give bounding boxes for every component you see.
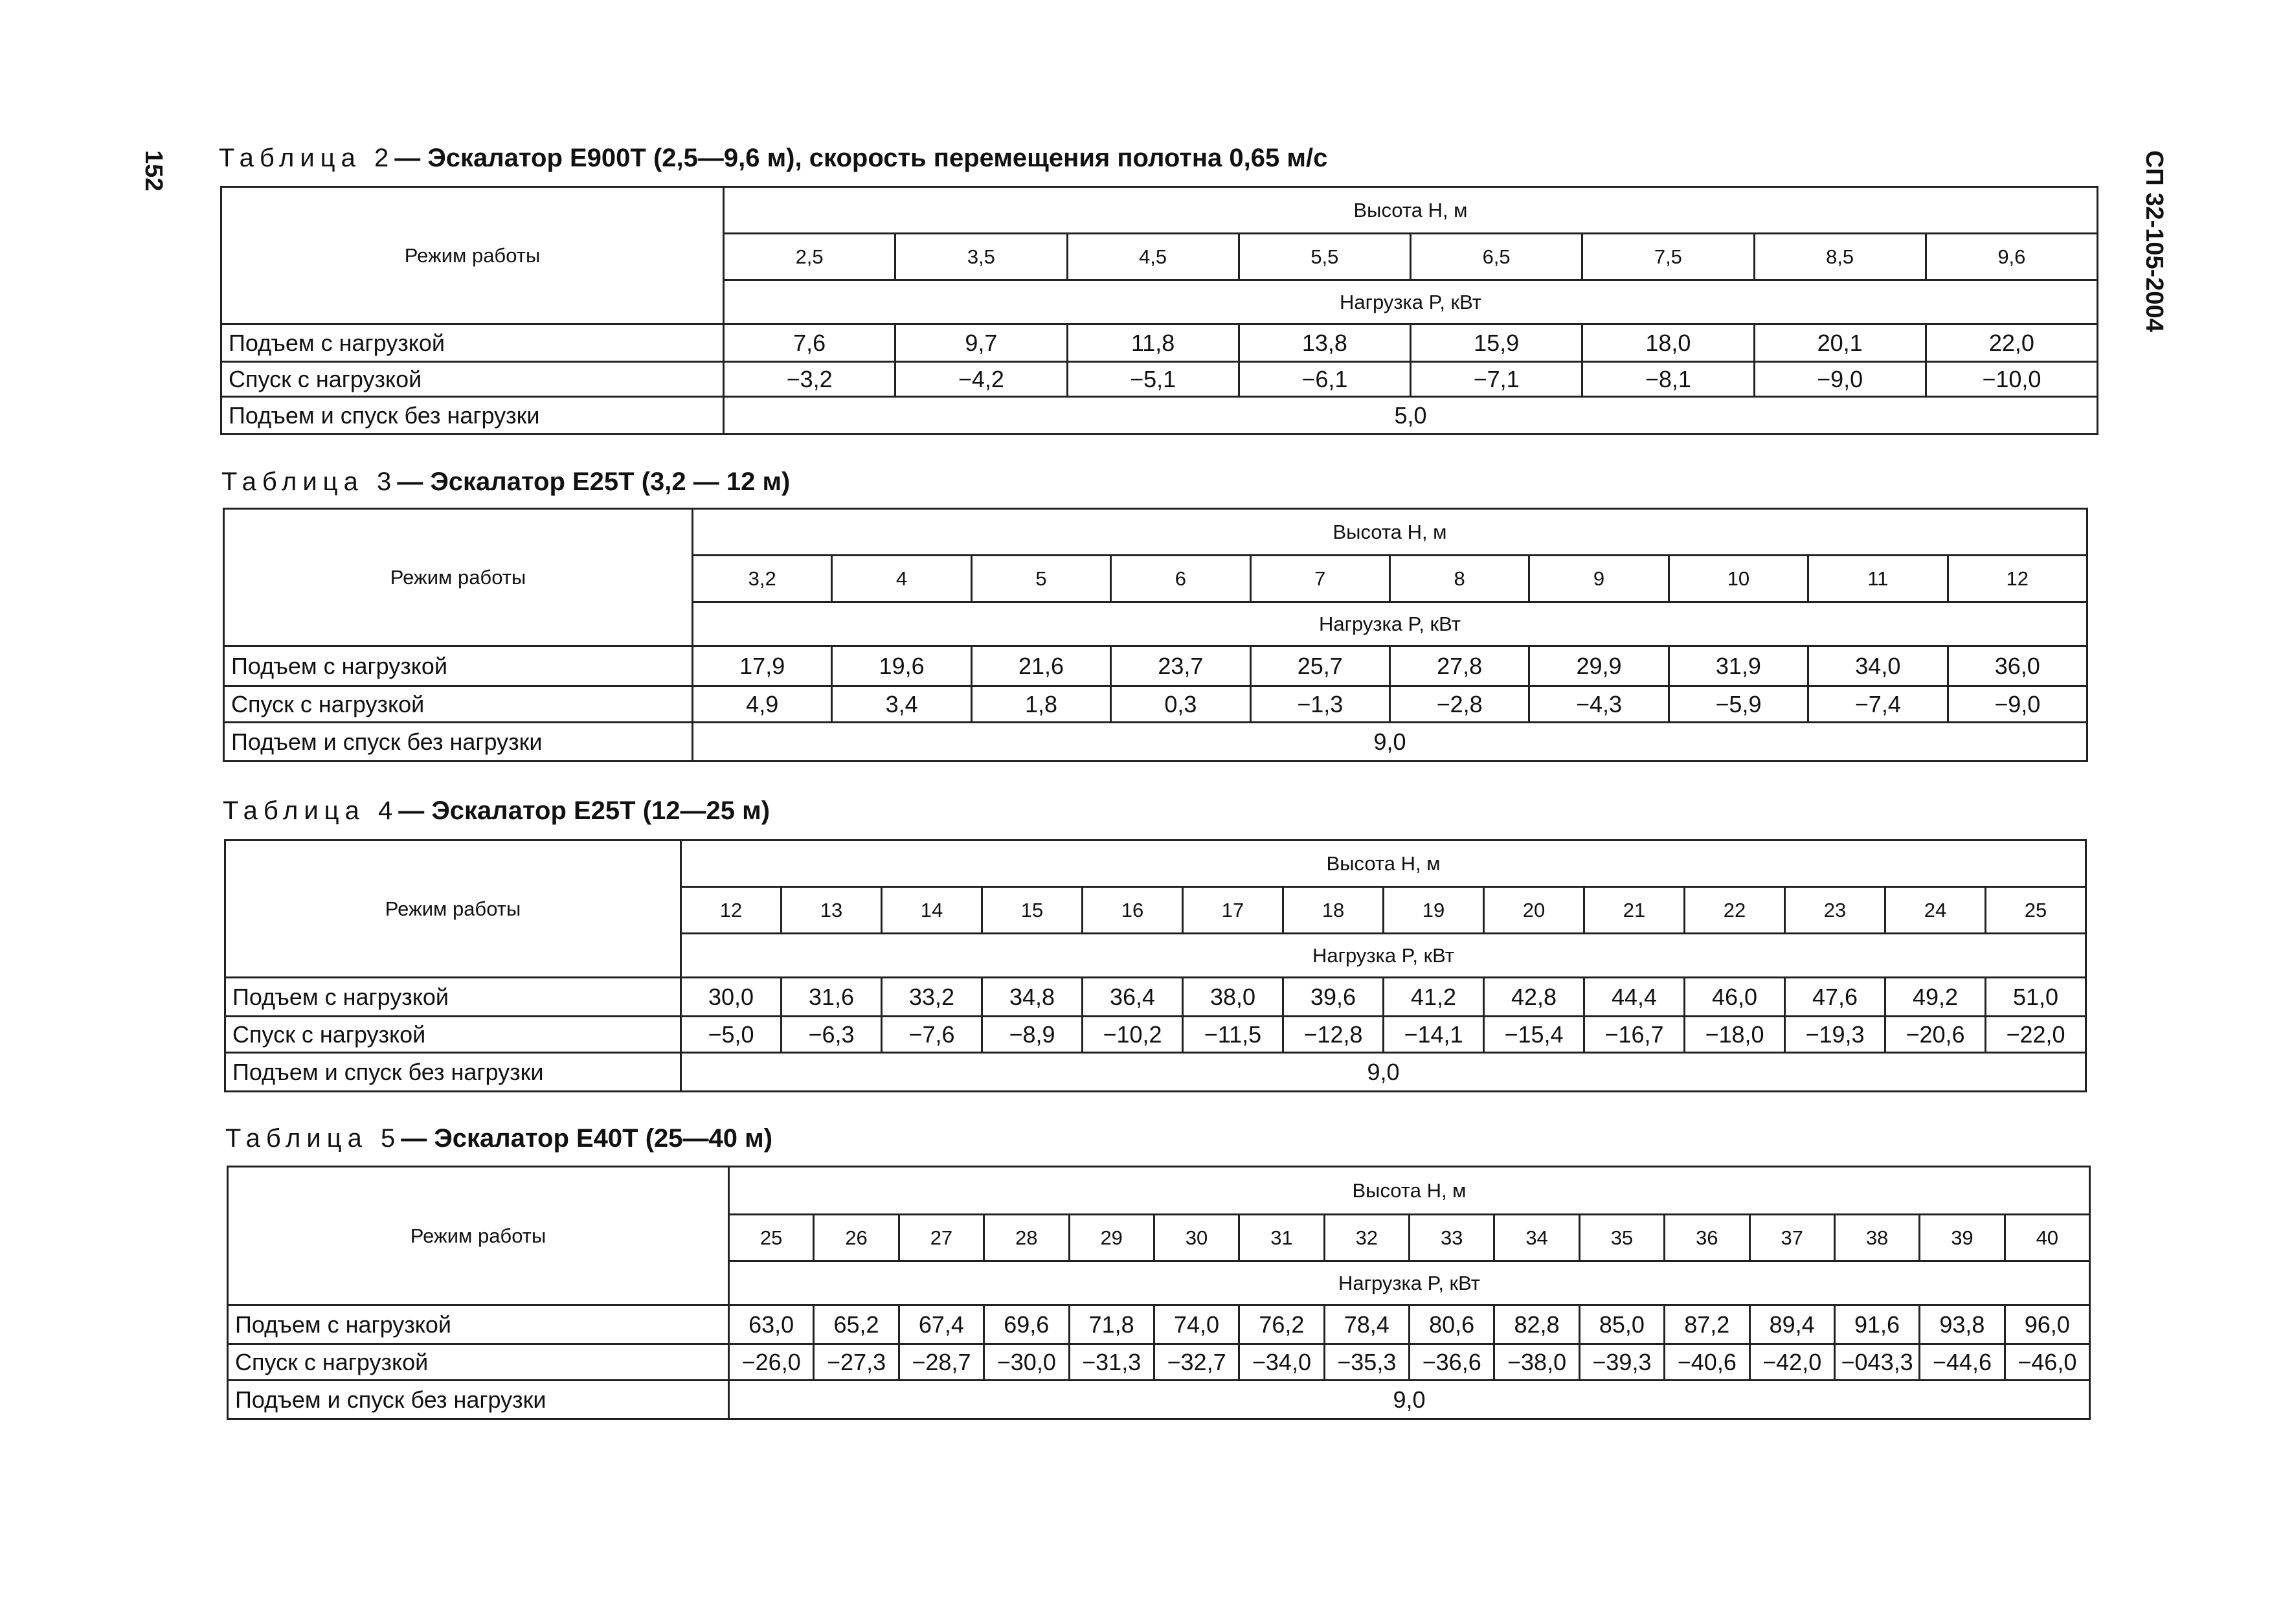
value-cell: −42,0 xyxy=(1749,1344,1834,1381)
value-cell: −7,6 xyxy=(882,1017,982,1053)
value-cell: 87,2 xyxy=(1665,1305,1749,1344)
value-cell: −2,8 xyxy=(1389,686,1529,723)
value-cell: 65,2 xyxy=(814,1305,899,1344)
load-header: Нагрузка P, кВт xyxy=(724,280,2098,324)
idle-value: 9,0 xyxy=(693,723,2087,761)
table-row xyxy=(225,1053,2086,1092)
table-label: Таблица 3 xyxy=(221,468,398,496)
row-label-idle: Подъем и спуск без нагрузки xyxy=(221,397,724,434)
height-cell: 28 xyxy=(984,1215,1069,1261)
value-cell: −1,3 xyxy=(1250,686,1389,723)
value-cell: −30,0 xyxy=(984,1344,1069,1381)
value-cell: 34,8 xyxy=(982,978,1083,1017)
value-cell: 71,8 xyxy=(1069,1305,1154,1344)
row-label-up: Подъем с нагрузкой xyxy=(221,324,724,362)
value-cell: −11,5 xyxy=(1183,1017,1283,1053)
row-label-down: Спуск с нагрузкой xyxy=(221,362,724,397)
height-cell: 32 xyxy=(1324,1215,1409,1261)
table-title: — Эскалатор Е900Т (2,5—9,6 м), скорость перемещения полотна 0,65 м/с xyxy=(394,144,1328,172)
mode-header: Режим работы xyxy=(225,840,681,978)
row-label-down: Спуск с нагрузкой xyxy=(228,1344,729,1381)
value-cell: 31,9 xyxy=(1669,646,1808,686)
value-cell: −7,4 xyxy=(1808,686,1948,723)
table-label: Таблица 2 xyxy=(219,144,395,172)
value-cell: −9,0 xyxy=(1948,686,2087,723)
load-header: Нагрузка P, кВт xyxy=(729,1261,2090,1305)
data-table xyxy=(220,186,2098,435)
table-row xyxy=(224,509,2087,556)
table-caption xyxy=(221,468,790,497)
height-cell: 15 xyxy=(982,887,1083,934)
value-cell: −31,3 xyxy=(1069,1344,1154,1381)
table-label: Таблица 4 xyxy=(223,796,399,825)
height-cell: 18 xyxy=(1283,887,1384,934)
document-code: СП 32-105-2004 xyxy=(2141,150,2168,332)
value-cell: 21,6 xyxy=(971,646,1110,686)
load-header: Нагрузка P, кВт xyxy=(693,602,2087,646)
value-cell: 96,0 xyxy=(2005,1305,2089,1344)
mode-header: Режим работы xyxy=(221,187,724,324)
height-cell: 7,5 xyxy=(1582,234,1754,280)
height-cell: 2,5 xyxy=(724,234,895,280)
value-cell: 27,8 xyxy=(1389,646,1529,686)
row-label-up: Подъем с нагрузкой xyxy=(228,1305,729,1344)
value-cell: 85,0 xyxy=(1579,1305,1664,1344)
value-cell: 44,4 xyxy=(1584,978,1685,1017)
mode-header: Режим работы xyxy=(224,509,693,646)
value-cell: −34,0 xyxy=(1239,1344,1324,1381)
value-cell: 13,8 xyxy=(1239,324,1410,362)
value-cell: 34,0 xyxy=(1808,646,1948,686)
height-header: Высота H, м xyxy=(729,1167,2090,1215)
height-cell: 16 xyxy=(1083,887,1183,934)
data-table xyxy=(224,839,2087,1092)
table-title: — Эскалатор Е25Т (12—25 м) xyxy=(398,796,770,825)
value-cell: 23,7 xyxy=(1111,646,1250,686)
table-label: Таблица 5 xyxy=(225,1124,401,1153)
value-cell: −46,0 xyxy=(2005,1344,2089,1381)
height-cell: 8,5 xyxy=(1754,234,1926,280)
value-cell: 3,4 xyxy=(832,686,971,723)
value-cell: −38,0 xyxy=(1494,1344,1579,1381)
value-cell: 93,8 xyxy=(1920,1305,2005,1344)
height-cell: 26 xyxy=(814,1215,899,1261)
value-cell: 41,2 xyxy=(1384,978,1484,1017)
value-cell: −3,2 xyxy=(724,362,895,397)
value-cell: −10,2 xyxy=(1083,1017,1183,1053)
value-cell: −36,6 xyxy=(1410,1344,1494,1381)
height-cell: 6,5 xyxy=(1411,234,1582,280)
value-cell: −043,3 xyxy=(1834,1344,1919,1381)
height-header: Высота H, м xyxy=(693,509,2087,556)
load-header: Нагрузка P, кВт xyxy=(681,934,2086,978)
value-cell: −20,6 xyxy=(1885,1017,1986,1053)
value-cell: −8,9 xyxy=(982,1017,1083,1053)
value-cell: 63,0 xyxy=(729,1305,814,1344)
value-cell: 49,2 xyxy=(1885,978,1986,1017)
height-cell: 4 xyxy=(832,556,971,602)
value-cell: 67,4 xyxy=(899,1305,984,1344)
height-cell: 25 xyxy=(729,1215,814,1261)
mode-header: Режим работы xyxy=(228,1167,729,1305)
table-caption xyxy=(223,796,770,826)
height-cell: 5 xyxy=(971,556,1110,602)
height-cell: 14 xyxy=(882,887,982,934)
height-header: Высота H, м xyxy=(724,187,2098,234)
row-label-idle: Подъем и спуск без нагрузки xyxy=(228,1381,729,1419)
table-row xyxy=(221,324,2098,362)
table-row xyxy=(228,1381,2090,1419)
height-cell: 4,5 xyxy=(1067,234,1239,280)
value-cell: 78,4 xyxy=(1324,1305,1409,1344)
height-cell: 8 xyxy=(1389,556,1529,602)
value-cell: 15,9 xyxy=(1411,324,1582,362)
height-cell: 3,2 xyxy=(693,556,832,602)
value-cell: 74,0 xyxy=(1154,1305,1239,1344)
row-label-down: Спуск с нагрузкой xyxy=(224,686,693,723)
height-cell: 23 xyxy=(1785,887,1885,934)
data-table xyxy=(227,1166,2091,1420)
table-row xyxy=(225,978,2086,1017)
value-cell: −39,3 xyxy=(1579,1344,1664,1381)
value-cell: 38,0 xyxy=(1183,978,1283,1017)
height-cell: 33 xyxy=(1410,1215,1494,1261)
table-row xyxy=(221,362,2098,397)
idle-value: 5,0 xyxy=(724,397,2098,434)
height-cell: 12 xyxy=(681,887,782,934)
height-cell: 7 xyxy=(1250,556,1389,602)
height-cell: 29 xyxy=(1069,1215,1154,1261)
value-cell: −44,6 xyxy=(1920,1344,2005,1381)
value-cell: −19,3 xyxy=(1785,1017,1885,1053)
value-cell: −6,3 xyxy=(782,1017,882,1053)
height-cell: 6 xyxy=(1111,556,1250,602)
value-cell: −5,1 xyxy=(1067,362,1239,397)
height-cell: 10 xyxy=(1669,556,1808,602)
row-label-down: Спуск с нагрузкой xyxy=(225,1017,681,1053)
value-cell: −5,9 xyxy=(1669,686,1808,723)
height-cell: 37 xyxy=(1749,1215,1834,1261)
table-row xyxy=(224,723,2087,761)
value-cell: −40,6 xyxy=(1665,1344,1749,1381)
value-cell: 42,8 xyxy=(1484,978,1584,1017)
row-label-up: Подъем с нагрузкой xyxy=(224,646,693,686)
table-caption xyxy=(219,144,1327,173)
value-cell: −32,7 xyxy=(1154,1344,1239,1381)
height-cell: 9 xyxy=(1529,556,1669,602)
value-cell: −16,7 xyxy=(1584,1017,1685,1053)
height-cell: 22 xyxy=(1685,887,1785,934)
value-cell: −8,1 xyxy=(1582,362,1754,397)
value-cell: −14,1 xyxy=(1384,1017,1484,1053)
table-caption xyxy=(225,1124,772,1153)
value-cell: 51,0 xyxy=(1986,978,2086,1017)
row-label-idle: Подъем и спуск без нагрузки xyxy=(225,1053,681,1092)
height-cell: 24 xyxy=(1885,887,1986,934)
value-cell: 31,6 xyxy=(782,978,882,1017)
value-cell: −22,0 xyxy=(1986,1017,2086,1053)
table-row xyxy=(224,686,2087,723)
value-cell: 76,2 xyxy=(1239,1305,1324,1344)
value-cell: 82,8 xyxy=(1494,1305,1579,1344)
table-row xyxy=(228,1344,2090,1381)
value-cell: −7,1 xyxy=(1411,362,1582,397)
row-label-up: Подъем с нагрузкой xyxy=(225,978,681,1017)
value-cell: 20,1 xyxy=(1754,324,1926,362)
value-cell: −9,0 xyxy=(1754,362,1926,397)
height-cell: 31 xyxy=(1239,1215,1324,1261)
table-row xyxy=(221,187,2098,234)
value-cell: −27,3 xyxy=(814,1344,899,1381)
height-cell: 27 xyxy=(899,1215,984,1261)
height-cell: 5,5 xyxy=(1239,234,1410,280)
height-cell: 20 xyxy=(1484,887,1584,934)
value-cell: −4,3 xyxy=(1529,686,1669,723)
height-cell: 21 xyxy=(1584,887,1685,934)
height-cell: 36 xyxy=(1665,1215,1749,1261)
height-cell: 19 xyxy=(1384,887,1484,934)
table-title: — Эскалатор Е40Т (25—40 м) xyxy=(401,1124,773,1153)
value-cell: 1,8 xyxy=(971,686,1110,723)
idle-value: 9,0 xyxy=(729,1381,2090,1419)
height-cell: 25 xyxy=(1986,887,2086,934)
page-number: 152 xyxy=(140,150,167,192)
value-cell: 36,4 xyxy=(1083,978,1183,1017)
value-cell: −28,7 xyxy=(899,1344,984,1381)
value-cell: −10,0 xyxy=(1926,362,2097,397)
height-cell: 40 xyxy=(2005,1215,2089,1261)
value-cell: 29,9 xyxy=(1529,646,1669,686)
row-label-idle: Подъем и спуск без нагрузки xyxy=(224,723,693,761)
table-row xyxy=(225,840,2086,887)
value-cell: −5,0 xyxy=(681,1017,782,1053)
table-row xyxy=(228,1305,2090,1344)
value-cell: 19,6 xyxy=(832,646,971,686)
idle-value: 9,0 xyxy=(681,1053,2086,1092)
height-cell: 11 xyxy=(1808,556,1948,602)
value-cell: 9,7 xyxy=(895,324,1067,362)
value-cell: 47,6 xyxy=(1785,978,1885,1017)
value-cell: 0,3 xyxy=(1111,686,1250,723)
value-cell: 4,9 xyxy=(693,686,832,723)
value-cell: 91,6 xyxy=(1834,1305,1919,1344)
value-cell: 80,6 xyxy=(1410,1305,1494,1344)
value-cell: −26,0 xyxy=(729,1344,814,1381)
value-cell: −18,0 xyxy=(1685,1017,1785,1053)
value-cell: 89,4 xyxy=(1749,1305,1834,1344)
value-cell: −35,3 xyxy=(1324,1344,1409,1381)
height-cell: 13 xyxy=(782,887,882,934)
value-cell: 18,0 xyxy=(1582,324,1754,362)
value-cell: 46,0 xyxy=(1685,978,1785,1017)
value-cell: 39,6 xyxy=(1283,978,1384,1017)
height-cell: 12 xyxy=(1948,556,2087,602)
value-cell: 25,7 xyxy=(1250,646,1389,686)
table-row xyxy=(228,1167,2090,1215)
height-cell: 9,6 xyxy=(1926,234,2097,280)
value-cell: 22,0 xyxy=(1926,324,2097,362)
value-cell: 30,0 xyxy=(681,978,782,1017)
table-row xyxy=(224,646,2087,686)
height-cell: 30 xyxy=(1154,1215,1239,1261)
value-cell: 69,6 xyxy=(984,1305,1069,1344)
height-cell: 35 xyxy=(1579,1215,1664,1261)
table-row xyxy=(221,397,2098,434)
value-cell: −15,4 xyxy=(1484,1017,1584,1053)
value-cell: 7,6 xyxy=(724,324,895,362)
data-table xyxy=(223,508,2088,762)
height-cell: 34 xyxy=(1494,1215,1579,1261)
table-title: — Эскалатор Е25Т (3,2 — 12 м) xyxy=(397,468,791,496)
value-cell: 11,8 xyxy=(1067,324,1239,362)
value-cell: 33,2 xyxy=(882,978,982,1017)
height-cell: 17 xyxy=(1183,887,1283,934)
height-cell: 39 xyxy=(1920,1215,2005,1261)
height-cell: 38 xyxy=(1834,1215,1919,1261)
value-cell: −4,2 xyxy=(895,362,1067,397)
height-cell: 3,5 xyxy=(895,234,1067,280)
value-cell: −6,1 xyxy=(1239,362,1410,397)
value-cell: −12,8 xyxy=(1283,1017,1384,1053)
value-cell: 17,9 xyxy=(693,646,832,686)
height-header: Высота H, м xyxy=(681,840,2086,887)
value-cell: 36,0 xyxy=(1948,646,2087,686)
table-row xyxy=(225,1017,2086,1053)
